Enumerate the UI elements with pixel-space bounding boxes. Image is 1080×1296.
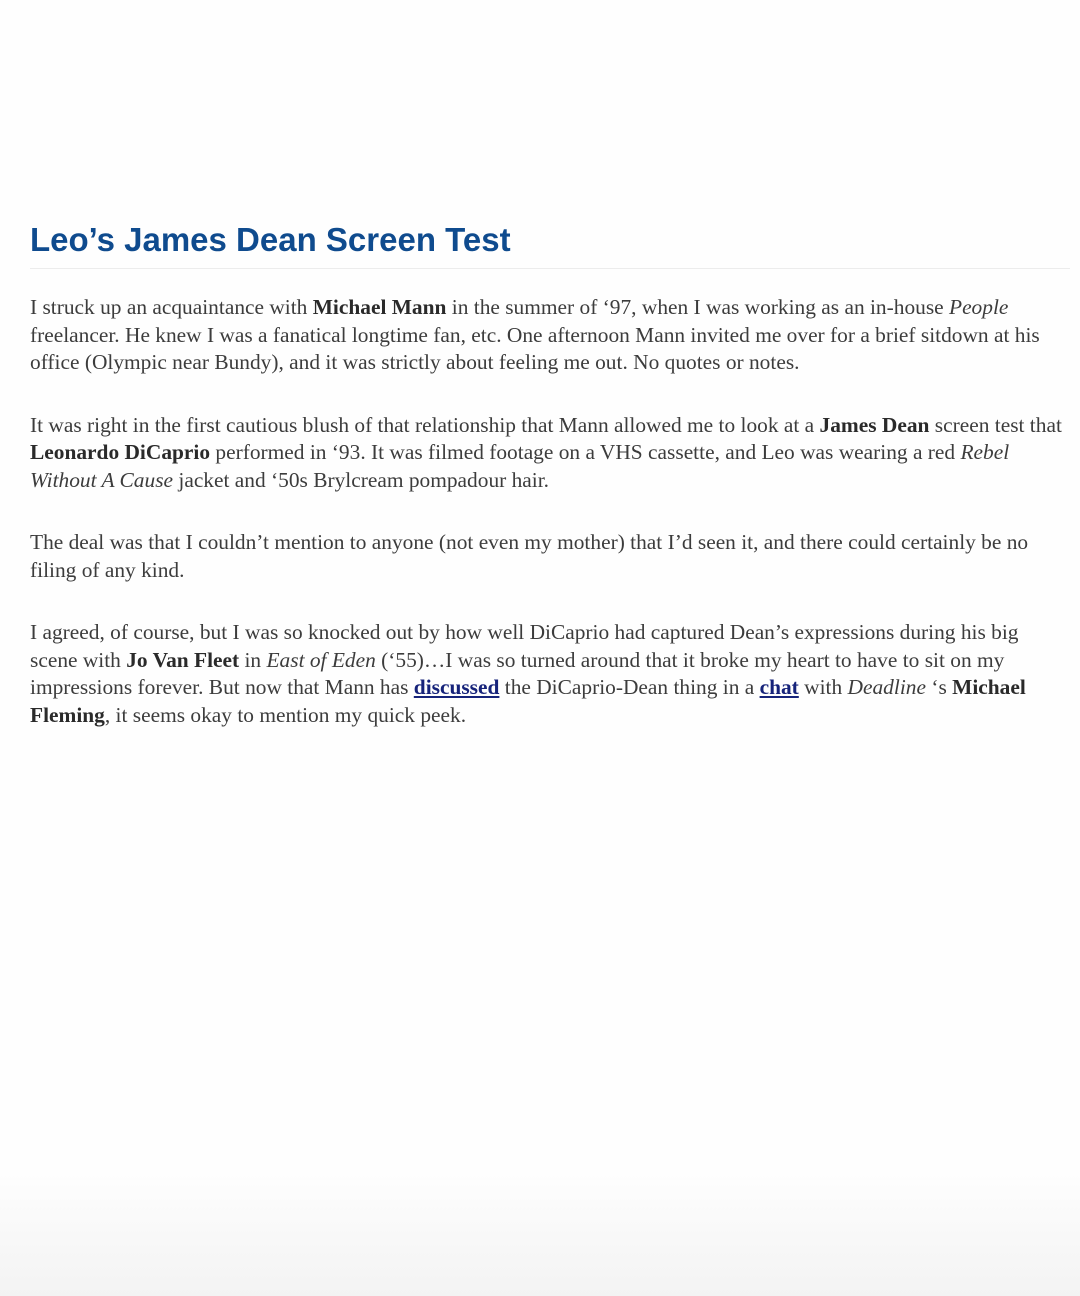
name-michael-mann: Michael Mann [312, 295, 447, 319]
link-discussed[interactable]: discussed [413, 675, 500, 699]
text-span: with [798, 675, 848, 699]
text-span: jacket and ‘50s Brylcream pompadour hair. [173, 467, 550, 492]
title-divider [30, 268, 1070, 269]
text-span: performed in ‘93. It was filmed footage on a VHS cassette, and Leo was wearing a red [210, 440, 961, 464]
publication-people: People [949, 295, 1009, 319]
text-span: in the summer of ‘97, when I was working as an in-house [446, 295, 949, 319]
publication-deadline: Deadline [847, 675, 926, 699]
text-span: I struck up an acquaintance with [30, 295, 313, 319]
text-span: the DiCaprio-Dean thing in a [499, 675, 760, 699]
film-title-rebel: Rebel Without A Cause [30, 440, 1010, 492]
text-span: I agreed, of course, but I was so knocked out by how well DiCaprio had captured Dean’s expressions during his big scene with [30, 620, 1019, 672]
paragraph-2 [30, 412, 1070, 495]
name-james-dean: James Dean [819, 412, 930, 437]
article [30, 218, 1070, 764]
text-span: ‘s [925, 675, 953, 699]
text-span: It was right in the first cautious blush of that relationship that Mann allowed me to look at a [30, 412, 820, 437]
text-span: The deal was that I couldn’t mention to anyone (not even my mother) that I’d seen it, and there could certainly be no filing of any kind. [30, 530, 1029, 582]
film-title-east-of-eden: East of Eden [266, 647, 376, 672]
link-chat[interactable]: chat [759, 675, 799, 699]
text-span: freelancer. He knew I was a fanatical longtime fan, etc. One afternoon Mann invited me over for a brief sitdown at his office (Olympic near Bundy), and it was strictly about feeling me out. No quotes or notes. [30, 322, 1040, 374]
paragraph-3 [30, 529, 1070, 584]
paragraph-1 [30, 294, 1070, 377]
text-span: (‘55)…I was so turned around that it broke my heart to have to sit on my impressions forever. But now that Mann has [30, 647, 1005, 699]
article-title: Leo’s James Dean Screen Test [30, 221, 511, 258]
name-michael-fleming: Michael Fleming [30, 675, 1026, 727]
paragraph-4 [30, 619, 1070, 729]
name-leonardo-dicaprio: Leonardo DiCaprio [30, 440, 211, 464]
name-jo-van-fleet: Jo Van Fleet [126, 647, 240, 672]
text-span: , it seems okay to mention my quick peek. [104, 702, 467, 727]
text-span: screen test that [929, 412, 1062, 437]
text-span: in [239, 647, 267, 672]
